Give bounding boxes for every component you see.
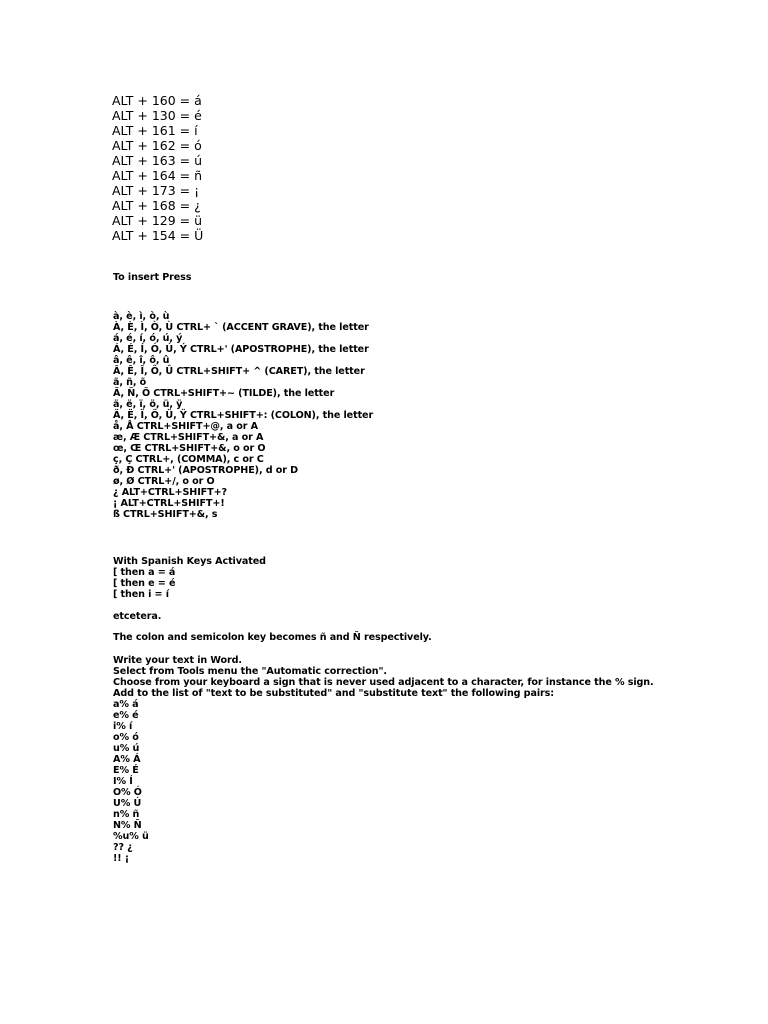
shortcut-line: À, È, Ì, Ò, Ù CTRL+ ` (ACCENT GRAVE), the letter [113, 322, 369, 333]
substitution-pair: N% Ñ [113, 820, 142, 831]
substitution-pair: !! ¡ [113, 853, 130, 864]
alt-code-line: ALT + 161 = í [112, 123, 198, 138]
alt-code-line: ALT + 173 = ¡ [112, 183, 200, 198]
shortcut-list [113, 311, 373, 520]
word-autocorrect-section [113, 655, 654, 864]
shortcut-line: ð, Ð CTRL+' (APOSTROPHE), d or D [113, 465, 298, 476]
substitution-pair: e% é [113, 710, 139, 721]
alt-code-line: ALT + 168 = ¿ [112, 198, 201, 213]
alt-code-line: ALT + 163 = ú [112, 153, 203, 168]
alt-code-line: ALT + 154 = Ü [112, 228, 204, 243]
alt-code-line: ALT + 164 = ñ [112, 168, 203, 183]
alt-code-line: ALT + 130 = é [112, 108, 202, 123]
shortcut-line: á, é, í, ó, ú, ý [113, 333, 183, 344]
shortcut-line: æ, Æ CTRL+SHIFT+&, a or A [113, 432, 264, 443]
instruction-line: Write your text in Word. [113, 655, 242, 666]
colon-note: The colon and semicolon key becomes ñ and Ñ respectively. [113, 632, 432, 643]
shortcut-line: ç, Ç CTRL+, (COMMA), c or C [113, 454, 264, 465]
shortcut-line: â, ê, î, ô, û [113, 355, 170, 366]
spanish-keys-section [113, 556, 266, 600]
substitution-pair: u% ú [113, 743, 140, 754]
substitution-pair: a% á [113, 699, 139, 710]
instruction-line: Choose from your keyboard a sign that is never used adjacent to a character, for instance the % sign. [113, 677, 654, 688]
shortcut-line: Á, É, Í, Ó, Ú, Ý CTRL+' (APOSTROPHE), the letter [113, 344, 369, 355]
spanish-key-line: [ then a = á [113, 567, 176, 578]
substitution-pair: n% ñ [113, 809, 140, 820]
alt-code-line: ALT + 162 = ó [112, 138, 202, 153]
spanish-keys-heading: With Spanish Keys Activated [113, 556, 266, 567]
alt-code-line: ALT + 129 = ü [112, 213, 203, 228]
etcetera-text: etcetera. [113, 611, 162, 622]
shortcut-line: à, è, ì, ò, ù [113, 311, 170, 322]
alt-code-line: ALT + 160 = á [112, 93, 202, 108]
substitution-pair: E% É [113, 765, 139, 776]
substitution-pair: o% ó [113, 732, 139, 743]
shortcut-line: ¿ ALT+CTRL+SHIFT+? [113, 487, 227, 498]
shortcut-line: ¡ ALT+CTRL+SHIFT+! [113, 498, 225, 509]
substitution-pair: A% Á [113, 754, 141, 765]
shortcut-line: ø, Ø CTRL+/, o or O [113, 476, 215, 487]
shortcut-line: œ, Œ CTRL+SHIFT+&, o or O [113, 443, 266, 454]
substitution-pair: ?? ¿ [113, 842, 133, 853]
shortcut-line: ã, ñ, õ [113, 377, 147, 388]
substitution-pair: U% Ú [113, 798, 142, 809]
instruction-line: Select from Tools menu the "Automatic correction". [113, 666, 387, 677]
substitution-pair: i% í [113, 721, 133, 732]
substitution-pair: I% Í [113, 776, 133, 787]
substitution-pair: %u% ü [113, 831, 149, 842]
to-insert-heading: To insert Press [113, 272, 192, 283]
substitution-pair: O% Ó [113, 787, 142, 798]
spanish-key-line: [ then e = é [113, 578, 176, 589]
shortcut-line: Ä, Ë, Ï, Ö, Ü, Ÿ CTRL+SHIFT+: (COLON), the letter [113, 410, 374, 421]
shortcut-line: ä, ë, ï, ö, ü, ÿ [113, 399, 183, 410]
shortcut-line: å, Å CTRL+SHIFT+@, a or A [113, 421, 258, 432]
alt-code-list [112, 93, 203, 243]
shortcut-line: Ã, Ñ, Õ CTRL+SHIFT+~ (TILDE), the letter [113, 388, 335, 399]
shortcut-line: ß CTRL+SHIFT+&, s [113, 509, 218, 520]
spanish-key-line: [ then i = í [113, 589, 169, 600]
shortcut-line: Â, Ê, Î, Ô, Û CTRL+SHIFT+ ^ (CARET), the letter [113, 366, 365, 377]
instruction-line: Add to the list of "text to be substituted" and "substitute text" the following pairs: [113, 688, 554, 699]
